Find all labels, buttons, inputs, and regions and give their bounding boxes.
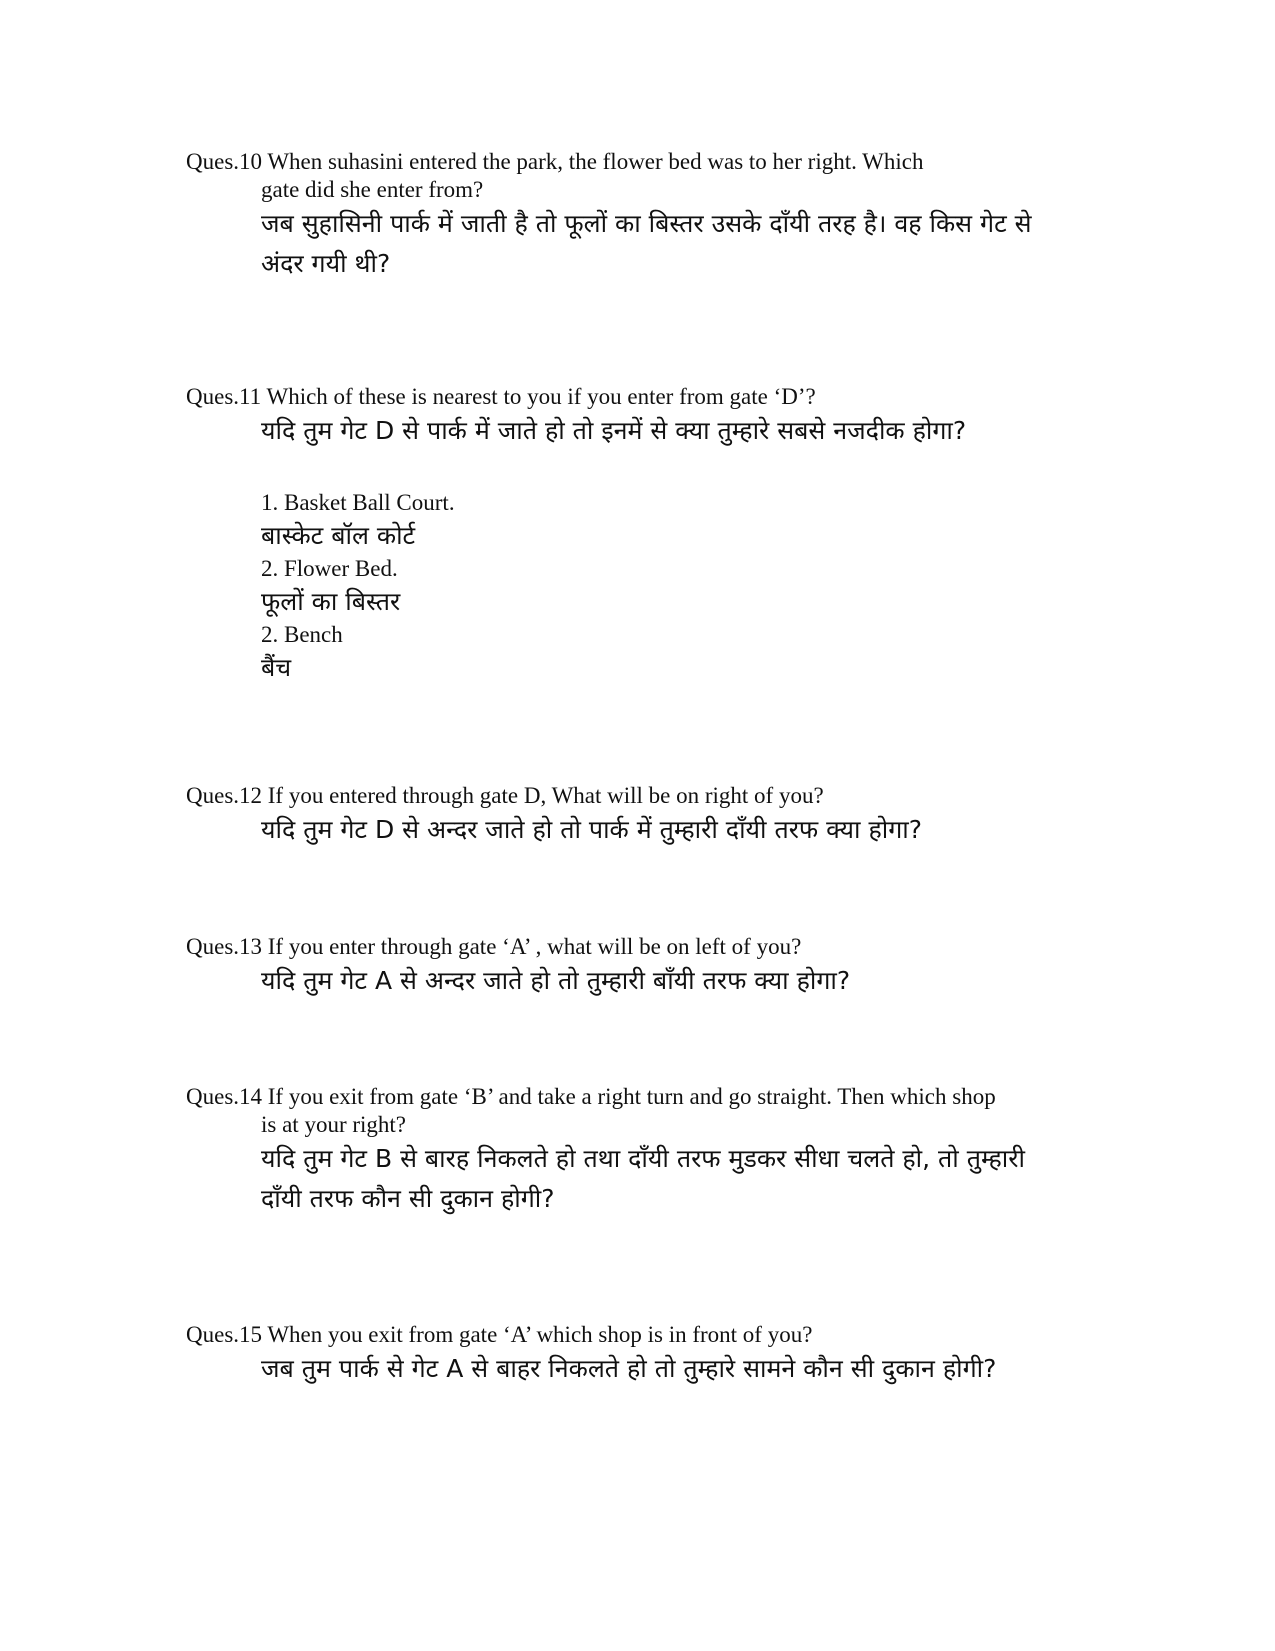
option-1-hindi: बास्केट बॉल कोर्ट [261,521,416,550]
question-10-english-line-1: Ques.10 When suhasini entered the park, the flower bed was to her right. Which [186,149,924,174]
question-14-english-line-2: is at your right? [261,1112,406,1137]
question-14-hindi-line-1: यदि तुम गेट B से बारह निकलते हो तथा दाँयी तरफ मुडकर सीधा चलते हो, तो तुम्हारी [261,1144,1025,1173]
option-3-english: 2. Bench [261,622,343,647]
question-13-english-line-1: Ques.13 If you enter through gate ‘A’ , what will be on left of you? [186,934,802,959]
option-3-hindi: बैंच [261,653,292,682]
question-14 [186,1083,1106,1219]
question-12-english-line-1: Ques.12 If you entered through gate D, What will be on right of you? [186,783,824,808]
question-12 [186,782,1106,850]
option-2-hindi: फूलों का बिस्तर [261,587,401,616]
question-13 [186,933,1106,1001]
question-11-english-line-1: Ques.11 Which of these is nearest to you if you enter from gate ‘D’? [186,384,816,409]
question-11-hindi-line-1: यदि तुम गेट D से पार्क में जाते हो तो इनमें से क्या तुम्हारे सबसे नजदीक होगा? [261,416,967,445]
question-10-english-line-2: gate did she enter from? [261,177,484,202]
option-2-english: 2. Flower Bed. [261,556,398,581]
question-15 [186,1321,1106,1389]
question-14-hindi-line-2: दाँयी तरफ कौन सी दुकान होगी? [261,1184,555,1213]
question-10-hindi-line-2: अंदर गयी थी? [261,249,391,278]
question-14-english-line-1: Ques.14 If you exit from gate ‘B’ and take a right turn and go straight. Then which shop [186,1084,996,1109]
question-11-options [261,489,1106,687]
question-10-hindi-line-1: जब सुहासिनी पार्क में जाती है तो फूलों का बिस्तर उसके दाँयी तरह है। वह किस गेट से [261,209,1032,238]
option-1-english: 1. Basket Ball Court. [261,490,455,515]
question-13-hindi-line-1: यदि तुम गेट A से अन्दर जाते हो तो तुम्हारी बाँयी तरफ क्या होगा? [261,966,851,995]
question-12-hindi-line-1: यदि तुम गेट D से अन्दर जाते हो तो पार्क में तुम्हारी दाँयी तरफ क्या होगा? [261,815,923,844]
question-11 [186,383,1106,687]
question-15-english-line-1: Ques.15 When you exit from gate ‘A’ which shop is in front of you? [186,1322,813,1347]
question-15-hindi-line-1: जब तुम पार्क से गेट A से बाहर निकलते हो तो तुम्हारे सामने कौन सी दुकान होगी? [261,1354,997,1383]
question-10 [186,148,1106,284]
